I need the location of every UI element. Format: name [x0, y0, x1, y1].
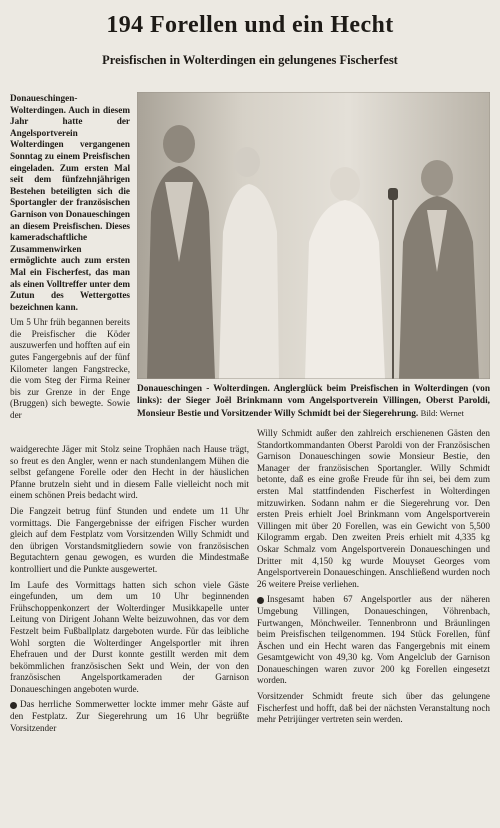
- right-paragraph-2: Insgesamt haben 67 Angelsportler aus der näheren Umgebung Villingen, Donaueschingen, Vöhrenbach, Furtwangen, Mönchweiler. Tennenbronn und Bräunlingen beim Preisfischen teilgenommen. 194 Stück Forellen, fünf Äschen und ein Hecht waren das Fangergebnis mit einem Gesamtgewicht von 49,30 kg. Vom Angelclub der Garnison Donaueschingen waren zuvor 200 kg Forellen eingesetzt worden.: [257, 594, 490, 686]
- right-paragraph-1: Willy Schmidt außer den zahlreich erschienenen Gästen den Standortkommandanten Oberst Paroldi von der Französischen Garnison Donaueschingen sowie Monsieur Bestie, den Manager der französischen Sportangler. Willy Schmidt betonte, daß es eine große Freude für ihn sei, bei dem zum ersten Mal stattfindenden Fischerfest in Wolterdingen mitzuwirken. Sodann nahm er die Siegerehrung vor. Den ersten Preis erhielt Joel Brinkmann vom Angelsportverein Villingen mit über 20 Forellen, was ein Gewicht von 5,500 Kilogramm ergab. Den zweiten Preis erhielt mit 4,335 kg Oskar Schmalz vom Angelsportverein Donaueschingen und Dritter mit 4,150 kg wurde Mouyset Georges vom Angelsportverein Donaueschingen. Anschließend wurden noch 26 weitere Preise verliehen.: [257, 428, 490, 589]
- paragraph-bullet-icon: [257, 597, 264, 604]
- right-paragraph-3: Vorsitzender Schmidt freute sich über das gelungene Fischerfest und hofft, daß bei der nächsten Veranstaltung noch mehr Petrijünger vertreten sein werden.: [257, 691, 490, 725]
- narrow-paragraph: Um 5 Uhr früh begannen bereits die Preisfischer die Köder auszuwerfen und hofften auf ein gutes Fangergebnis auf der fünf Kilometer langen Fangstrecke, die vom Steg der Firma Reiner bis zur Grenze in der Enge (Bruggen) sich bewegte. Sowie der: [10, 317, 130, 421]
- paragraph-bullet-icon: [10, 702, 17, 709]
- continuation-paragraph: waidgerechte Jäger mit Stolz seine Trophäen nach Hause trägt, so freut es den Angler, wenn er nach stundenlangem Mühen die selbst gefangene Forelle oder den Hecht in der häuslichen Pfanne brutzeln sieht und in diesem Falle vielleicht noch mit einem schönen Preis bedacht wird.: [10, 444, 249, 501]
- right-lower-column: [257, 428, 490, 730]
- photo-of-four-men-icon: [137, 92, 490, 379]
- intro-column: [10, 93, 130, 426]
- caption-text: Donaueschingen - Wolterdingen. Anglerglück beim Preisfischen in Wolterdingen (von links): der Sieger Joël Brinkmann vom Angelsportverein Villingen, Oberst Paroldi, Monsieur Bestie und Vorsitzender Willy Schmidt bei der Siegerehrung.: [137, 384, 490, 419]
- dateline: Donaueschingen-Wolterdingen.: [10, 93, 78, 115]
- photo-credit: Bild: Wernet: [420, 408, 464, 418]
- photo-caption: [137, 383, 490, 420]
- left-paragraph-3: Das herrliche Sommerwetter lockte immer mehr Gäste auf den Festplatz. Zur Siegerehrung um 16 Uhr begrüßte Vorsitzender: [10, 699, 249, 733]
- headline: 194 Forellen und ein Hecht: [106, 12, 394, 38]
- left-paragraph-2: Im Laufe des Vormittags hatten sich schon viele Gäste eingefunden, um dem um 10 Uhr beginnenden Frühschoppenkonzert der Wolterdinger Musikkapelle unter Leitung von Dirigent Johann Welte beizuwohnen, das vor dem Festzelt beim Fußballplatz dargeboten wurde. Für das leibliche Wohl sorgten die Wolterdinger Angelsportler mit ihren Ehefrauen und der Durst konnte gestillt werden mit dem bekömmlichen französischen Sekt und Wein, der von den französischen Angelsportkameraden der Garnison Donaueschingen angeboten wurde.: [10, 579, 249, 694]
- subheadline: Preisfischen in Wolterdingen ein gelungenes Fischerfest: [102, 53, 398, 67]
- left-paragraph-1: Die Fangzeit betrug fünf Stunden und endete um 11 Uhr vormittags. Die Fangergebnisse der eifrigen Fischer wurden gleich auf dem Festplatz vom Vorsitzenden Willy Schmidt und den übrigen Vorstandsmitgliedern sowie von französischen Begutachtern genau gewogen, es wurden die Mindestmaße kontrolliert und die Punkte ausgewertet.: [10, 505, 249, 574]
- left-lower-column: [10, 444, 249, 738]
- article-photo: [137, 92, 490, 379]
- intro-paragraph: [10, 93, 130, 313]
- intro-text: Auch in diesem Jahr hatte der Angelsportverein Wolterdingen vergangenen Sonntag zu einem Preisfischen eingeladen. Zum ersten Mal seit dem fünfzehnjährigen Bestehen beteiligten sich die Sportangler der französischen Garnison von Donaueschingen an diesem Preisfischen. Dieses kameradschaftliche Zusammenwirken ermöglichte auch zum ersten Mal ein Fischerfest, das man als einen Volltreffer unter dem Zutun des Wettergottes bezeichnen kann.: [10, 104, 130, 312]
